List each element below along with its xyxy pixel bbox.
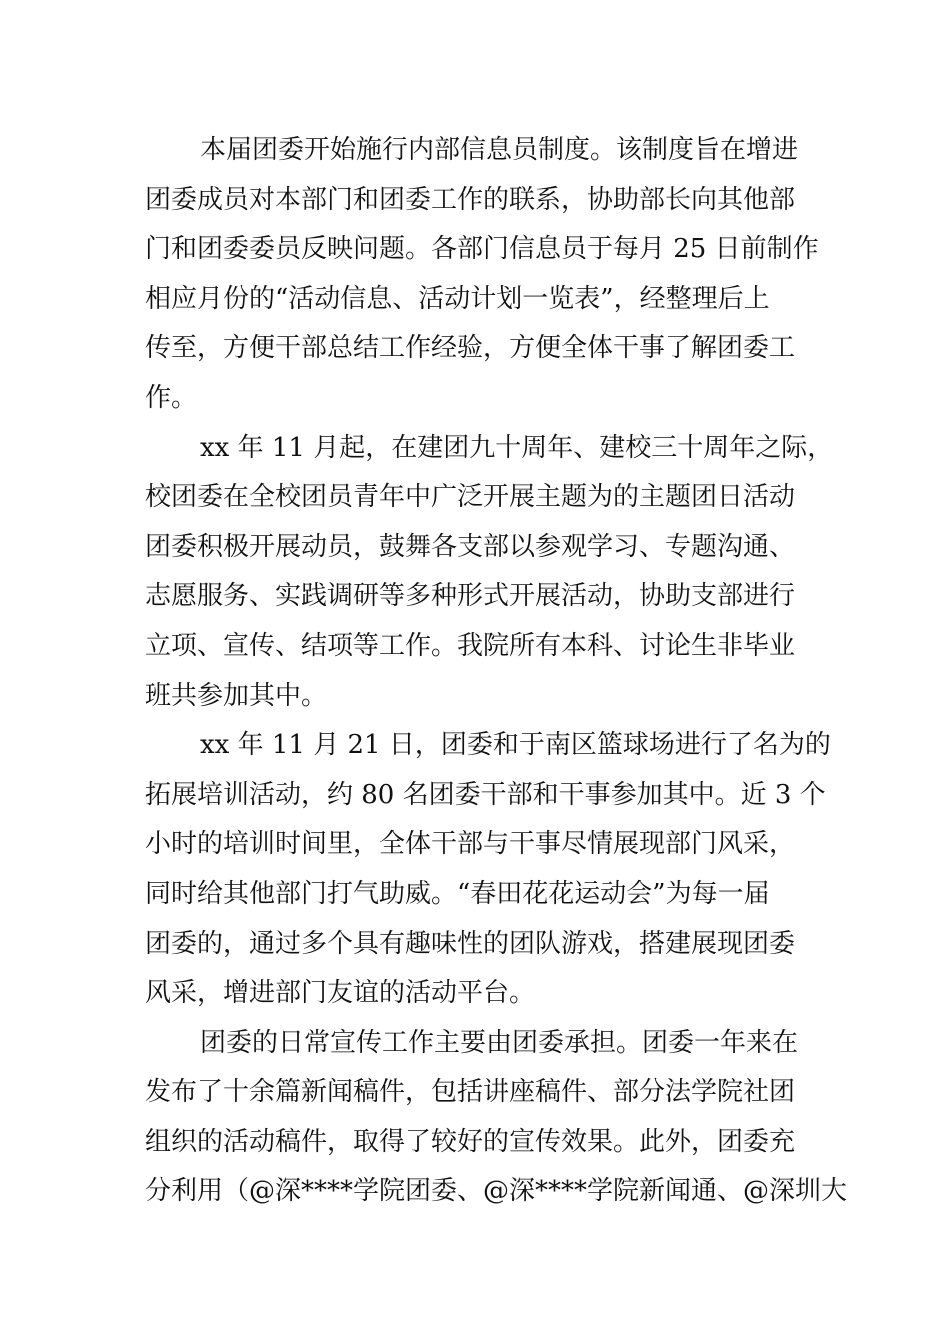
text-line: xx 年 11 月 21 日，团委和于南区篮球场进行了名为的 xyxy=(200,730,831,761)
text-line: 校团委在全校团员青年中广泛开展主题为的主题团日活动 xyxy=(145,482,796,513)
paragraph-theme-activity xyxy=(145,424,834,722)
text-line: 团委的，通过多个具有趣味性的团队游戏，搭建展现团委 xyxy=(145,928,796,959)
text-line: 志愿服务、实践调研等多种形式开展活动，协助支部进行 xyxy=(145,581,796,612)
text-line: 团委积极开展动员，鼓舞各支部以参观学习、专题沟通、 xyxy=(145,531,796,562)
text-line: 本届团委开始施行内部信息员制度。该制度旨在增进 xyxy=(200,135,799,165)
text-line: xx 年 11 月起，在建团九十周年、建校三十周年之际， xyxy=(200,432,834,463)
text-line: 组织的活动稿件，取得了较好的宣传效果。此外，团委充 xyxy=(145,1126,796,1157)
text-line: 作。 xyxy=(145,382,198,413)
text-line: 门和团委委员反映问题。各部门信息员于每月 25 日前制作 xyxy=(145,234,819,265)
document-body xyxy=(145,126,848,1217)
text-line: 团委的日常宣传工作主要由团委承担。团委一年来在 xyxy=(200,1027,799,1058)
text-line: 拓展培训活动，约 80 名团委干部和干事参加其中。近 3 个 xyxy=(145,779,826,810)
paragraph-training-activity xyxy=(145,721,831,1019)
text-line: 分利用（@深****学院团委、@深****学院新闻通、@深圳大 xyxy=(145,1176,848,1207)
text-line: 小时的培训时间里，全体干部与干事尽情展现部门风采， xyxy=(145,829,796,860)
paragraph-information-officer xyxy=(145,126,819,424)
text-line: 团委成员对本部门和团委工作的联系，协助部长向其他部 xyxy=(145,184,796,215)
text-line: 立项、宣传、结项等工作。我院所有本科、讨论生非毕业 xyxy=(145,630,796,661)
text-line: 风采，增进部门友谊的活动平台。 xyxy=(145,978,536,1009)
text-line: 班共参加其中。 xyxy=(145,680,328,711)
text-line: 发布了十余篇新闻稿件，包括讲座稿件、部分法学院社团 xyxy=(145,1077,796,1108)
text-line: 同时给其他部门打气助威。“春田花花运动会”为每一届 xyxy=(145,878,770,909)
text-line: 相应月份的“活动信息、活动计划一览表”，经整理后上 xyxy=(145,283,770,314)
text-line: 传至，方便干部总结工作经验，方便全体干事了解团委工 xyxy=(145,333,796,364)
paragraph-publicity-work xyxy=(145,1019,848,1217)
